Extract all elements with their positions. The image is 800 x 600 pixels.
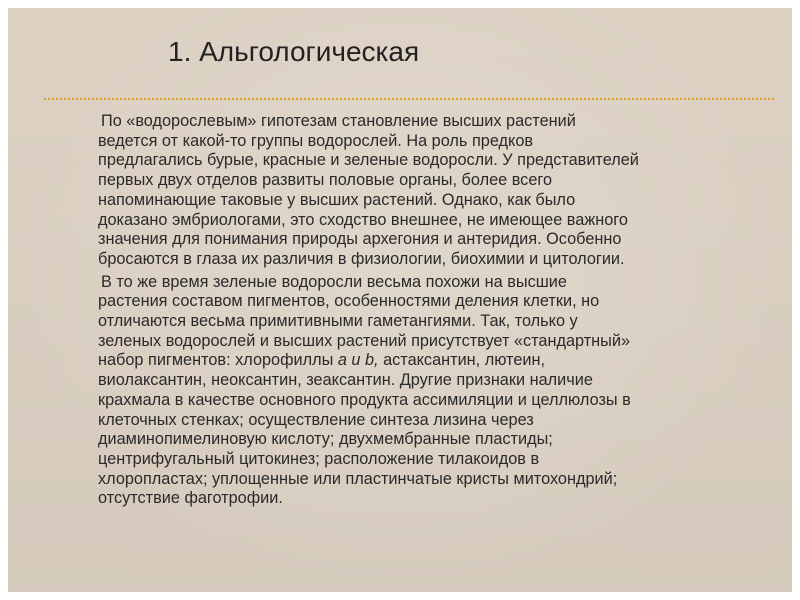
paragraph-1-line: доказано эмбриологами, это сходство внешнее, не имеющее важного	[98, 210, 628, 229]
paragraph-2-line: крахмала в качестве основного продукта ассимиляции и целлюлозы в	[98, 390, 631, 409]
text-run: набор пигментов: хлорофиллы	[98, 351, 338, 370]
paragraph-2-line: зеленых водорослей и высших растений присутствует «стандартный»	[98, 331, 630, 350]
paragraph-2-line: отличаются весьма примитивными гаметангиями. Так, только у	[98, 312, 578, 331]
slide-body	[98, 112, 778, 509]
paragraph-2-line: отсутствие фаготрофии.	[98, 489, 283, 508]
paragraph-1-line: бросаются в глаза их различия в физиологии, биохимии и цитологии.	[98, 249, 625, 268]
slide-title: 1. Альгологическая	[168, 36, 420, 67]
paragraph-1	[98, 112, 778, 270]
paragraph-1-line: первых двух отделов развиты половые органы, более всего	[98, 171, 553, 190]
italic-text-run: a и b,	[337, 351, 379, 370]
paragraph-2-line: виолаксантин, неоксантин, зеаксантин. Другие признаки наличие	[98, 371, 593, 390]
paragraph-2	[98, 273, 778, 509]
paragraph-1-line: значения для понимания природы архегония и антеридия. Особенно	[98, 230, 622, 249]
paragraph-1-line: предлагались бурые, красные и зеленые водоросли. У представителей	[98, 151, 639, 170]
paragraph-2-line-mixed	[98, 351, 778, 371]
title-divider	[44, 98, 774, 100]
paragraph-1-line: напоминающие таковые у высших растений. Однако, как было	[98, 190, 576, 209]
text-run: астаксантин, лютеин,	[378, 351, 545, 370]
paragraph-2-line: клеточных стенках; осуществление синтеза лизина через	[98, 410, 534, 429]
paragraph-2-line: В то же время зеленые водоросли весьма похожи на высшие	[101, 272, 567, 291]
paragraph-2-line: хлоропластах; уплощенные или пластинчатые кристы митохондрий;	[98, 469, 618, 488]
paragraph-2-line: центрифугальный цитокинез; расположение тилакоидов в	[98, 449, 540, 468]
slide-panel	[8, 8, 792, 592]
paragraph-2-line: диаминопимелиновую кислоту; двухмембранные пластиды;	[98, 430, 553, 449]
paragraph-1-line: ведется от какой-то группы водорослей. На роль предков	[98, 131, 534, 150]
paragraph-2-line: растения составом пигментов, особенностями деления клетки, но	[98, 292, 600, 311]
paragraph-1-line: По «водорослевым» гипотезам становление высших растений	[101, 112, 576, 130]
